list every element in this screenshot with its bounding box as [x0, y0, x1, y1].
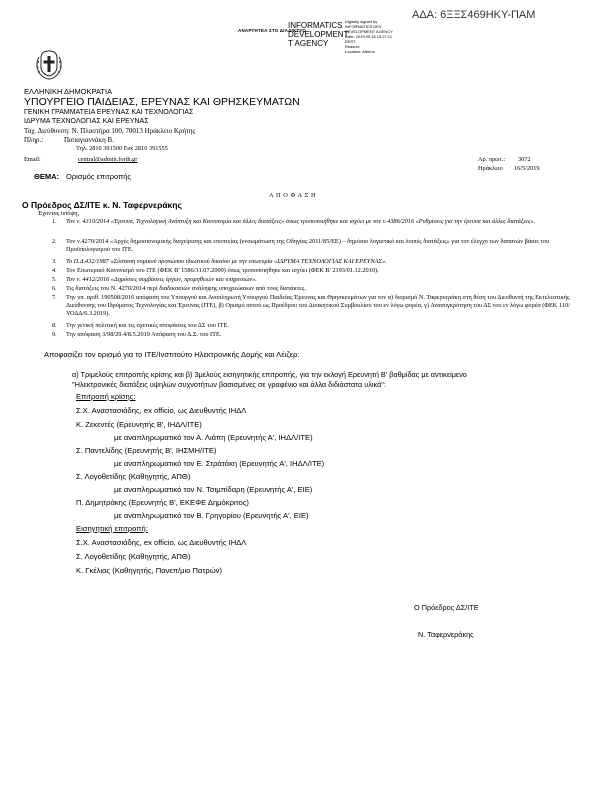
email-label: Email: [24, 156, 41, 163]
subject-label: ΘΕΜΑ: [34, 172, 59, 181]
signature-detail-line: Digitally signed by [345, 19, 378, 24]
having-regard: Έχοντας υπόψη, [38, 210, 80, 217]
republic-label: ΕΛΛΗΝΙΚΗ ΔΗΜΟΚΡΑΤΙΑ [24, 87, 113, 96]
coat-of-arms-icon [34, 48, 64, 86]
consideration-number: 6. [52, 285, 57, 292]
ministry-name: ΥΠΟΥΡΓΕΙΟ ΠΑΙΔΕΙΑΣ, ΕΡΕΥΝΑΣ ΚΑΙ ΘΡΗΣΚΕΥΜΑΤΩΝ [24, 96, 300, 108]
signature-name: Ν. Ταφερνεράκης [418, 630, 474, 639]
signature-detail-line: INFORMATICS DEV [345, 24, 382, 29]
committee-member: Σ. Παντελίδης (Ερευνητής Β', ΙΗΣΜΗ/ΙΤΕ) [76, 446, 217, 455]
signature-detail-line: Reason: [345, 44, 360, 49]
consideration-text: Τον Εσωτερικό Κανονισμό του ΙΤΕ (ΦΕΚ Β' 1586/31.07.2009) όπως τροποποιήθηκε και ισχύει (ΦΕΚ Β' 2193/01.12.2010). [66, 267, 379, 274]
president-heading: Ο Πρόεδρος ΔΣ/ΙΤΕ κ. Ν. Ταφερνεράκης [22, 200, 182, 210]
posting-label: ΑΝΑΡΤΗΤΕΑ ΣΤΟ ΔΙΑΔΙΚΤΥΟ [238, 28, 307, 33]
consideration-number: 2. [52, 238, 57, 245]
consideration-number: 1. [52, 218, 57, 225]
committee-alternate: με αναπληρωματικό τον Ε. Στράτάκη (Ερευνητής Α', ΙΗΔΛ/ΙΤΕ) [114, 459, 325, 468]
signature-details [345, 19, 393, 54]
consideration-item [52, 322, 576, 331]
signature-role: Ο Πρόεδρος ΔΣ/ΙΤΕ [414, 603, 479, 612]
committee-member: Κ. Ζεκεντές (Ερευνητής Β', ΙΗΔΛ/ΙΤΕ) [76, 420, 202, 429]
consideration-text: Την απόφαση 3/98/29.4/8.5.2019 Απόφαση του Δ.Σ. του ΙΤΕ. [66, 331, 222, 338]
advisory-member: Σ. Λογοθετίδης (Καθηγητής, ΑΠΘ) [76, 552, 191, 561]
committee-intro: α) Τριμελούς επιτροπής κρίσης και β) 3μελούς εισηγητικής επιτροπής, για την εκλογή Ερευνητή Β' βαθμίδας με αντικείμενο "Ηλεκτρονικές διατάξεις υψηλών συχνοτήτων βασισμένες σε γραφένιο και άλλα διδιάστατα υλικά": [72, 370, 467, 389]
evaluation-committee-title: Επιτροπή κρίσης: [76, 392, 136, 401]
decision-title: Α Π Ο Φ Α Σ Η [269, 192, 317, 199]
consideration-text: Την υπ. αριθ. 190508/2016 απόφαση του Υπουργού και Αναπληρωτή Υπουργού Παιδείας Έρευνας και Θρησκευμάτων για τον α) διορισμό Ν. Ταφερνεράκη στη θέση του Διευθυντή της Εκτελεστικής Διεύθυνσης του Ιδρύματος Τεχνολογίας και Έρευνας (ΙΤΕ), β) Ορισμό αυτού ως Προέδρου του Διοικητικού Συμβουλίου του εν λόγω φορέα, γ) Ανασυγκρότηση του ΔΣ του εν λόγω φορέα (ΦΕΚ 110/ΥΟΔΔ/6.3.2019). [66, 294, 570, 317]
consideration-item [52, 294, 576, 322]
consideration-item [52, 285, 576, 294]
signature-detail-line: Location: Athens [345, 49, 375, 54]
consideration-number: 7. [52, 294, 57, 301]
advisory-member: Σ.Χ. Αναστασιάδης, ex officio, ως Διευθυντής ΙΗΔΛ [76, 538, 247, 547]
committee-member: Π. Δημητράκης (Ερευνητής Β', ΕΚΕΦΕ Δημόκριτος) [76, 498, 249, 507]
address: Ταχ. Διεύθυνση: Ν. Πλαστήρα 100, 70013 Ηράκλειο Κρήτης [24, 127, 196, 135]
consideration-item [52, 258, 576, 267]
committee-member: Σ.Χ. Αναστασιάδης, ex officio, ως Διευθυντής ΙΗΔΛ [76, 406, 247, 415]
consideration-item [52, 276, 576, 285]
consideration-number: 8. [52, 322, 57, 329]
consideration-text: Τον ν. 4310/2014 «Έρευνα, Τεχνολογική Ανάπτυξη και Καινοτομία και άλλες διατάξεις» όπως τροποποιήθηκε και ισχύει με τον ν.4386/2016 «Ρυθμίσεις για την έρευνα και άλλες διατάξεις». [66, 218, 536, 225]
informatics-line: T AGENCY [288, 39, 329, 48]
ada-number: ΑΔΑ: 6ΞΞΣ469ΗΚΥ-ΠΑΜ [412, 9, 536, 21]
subject-value: Ορισμός επιτροπής [66, 172, 132, 181]
signature-detail-line: DEVELOPMENT AGENCY [345, 29, 393, 34]
signature-detail-line: EEST [345, 39, 356, 44]
committee-member: Σ. Λογοθετίδης (Καθηγητής, ΑΠΘ) [76, 472, 191, 481]
authorization-text: Αποφασίζει τον ορισμό για το ΙΤΕ/Ινστιτούτο Ηλεκτρονικής Δομής και Λέιζερ: [44, 350, 300, 359]
advisory-committee-title: Εισηγητική επιτροπή: [76, 524, 148, 533]
email-link[interactable]: central@admin.forth.gr [78, 156, 138, 163]
consideration-text: Τις διατάξεις του Ν. 4270/2014 περί διαδικασιών ανάληψης υποχρεώσεων από τους διατάκτες. [66, 285, 306, 292]
committee-alternate: με αναπληρωματικό τον Ν. Τσιμπίδαρη (Ερευνητής Α', ΕΙΕ) [114, 485, 313, 494]
consideration-text: Τον ν. 4412/2016 «Δημόσιες συμβάσεις έργων, προμηθειών και υπηρεσιών». [66, 276, 257, 283]
consideration-item [52, 218, 576, 236]
consideration-item [52, 238, 576, 256]
committee-alternate: με αναπληρωματικό τον Β. Γρηγορίου (Ερευνητής Α', ΕΙΕ) [114, 511, 309, 520]
informatics-line: DEVELOPMENT [288, 30, 349, 39]
committee-alternate: με αναπληρωματικό τον Α. Λιάπη (Ερευνητής Α', ΙΗΔΛ/ΙΤΕ) [114, 433, 313, 442]
consideration-number: 5. [52, 276, 57, 283]
consideration-number: 3. [52, 258, 57, 265]
consideration-number: 4. [52, 267, 57, 274]
informatics-line: INFORMATICS [288, 21, 343, 30]
general-secretariat: ΓΕΝΙΚΗ ΓΡΑΜΜΑΤΕΙΑ ΕΡΕΥΝΑΣ ΚΑΙ ΤΕΧΝΟΛΟΓΙΑΣ [24, 109, 194, 116]
info-name: Παπαγιαννάκη Β. [64, 136, 114, 144]
advisory-member: Κ. Γκέλιας (Καθηγητής, Πανεπ/μιο Πατρών) [76, 566, 223, 575]
foundation-name: ΙΔΡΥΜΑ ΤΕΧΝΟΛΟΓΙΑΣ ΚΑΙ ΕΡΕΥΝΑΣ [24, 118, 149, 125]
protocol-date: 16/5/2019 [514, 165, 540, 172]
consideration-number: 9. [52, 331, 57, 338]
protocol-number-label: Αρ. πρωτ.: [478, 156, 506, 163]
informatics-block [288, 21, 348, 48]
consideration-item [52, 267, 576, 276]
protocol-number: 3072 [518, 156, 531, 163]
info-label: Πληρ.: [24, 136, 44, 144]
signature-detail-line: Date: 2019.05.16 15:27:11 [345, 34, 393, 39]
consideration-item [52, 331, 576, 340]
info-phone: Τηλ. 2810 391500 Fax 2810 391555 [76, 145, 168, 152]
consideration-text: Την γενική πολιτική και τις σχετικές αποφάσεις του ΔΣ του ΙΤΕ. [66, 322, 229, 329]
protocol-date-label: Ηράκλειο [478, 165, 503, 172]
consideration-text: Το Π.Δ.432/1987 «Σύσταση νομικού προσώπου ιδιωτικού δικαίου με την επωνυμία «ΙΔΡΥΜΑ ΤΕΧΝΟΛΟΓΙΑΣ ΚΑΙ ΕΡΕΥΝΑΣ». [66, 258, 387, 265]
consideration-text: Τον ν.4270/2014 «Αρχές δημοσιονομικής διαχείρισης και εποπτείας (ενσωμάτωση της Οδηγίας 2011/85/ΕΕ) – δημόσιο λογιστικό και λοιπές διατάξεις» για τον έλεγχο των δαπανών βάσει του Προϋπολογισμού του ΙΤΕ. [66, 238, 550, 253]
